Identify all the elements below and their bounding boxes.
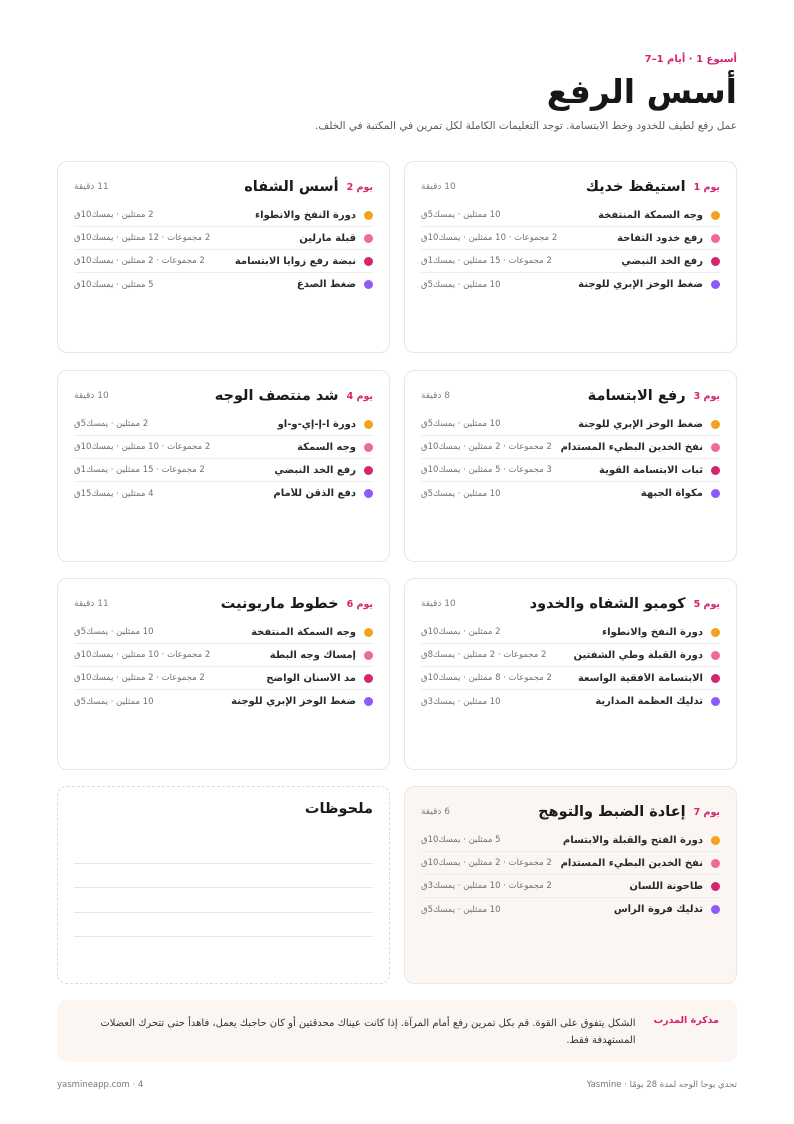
bullet-dot: [364, 211, 373, 220]
bullet-dot: [364, 466, 373, 475]
day-card-5: [404, 578, 737, 770]
exercise-row: [74, 250, 373, 273]
exercise-row: [74, 436, 373, 459]
day-title: إعادة الضبط والتوهج: [538, 804, 686, 820]
exercise-dose: 2 مجموعات · 2 ممثلين · يمسك8ق: [421, 650, 547, 660]
bullet-dot: [364, 420, 373, 429]
bullet-dot: [711, 420, 720, 429]
bullet-dot: [711, 211, 720, 220]
bullet-dot: [364, 257, 373, 266]
exercise-name: إمساك وجه البطة: [269, 649, 356, 661]
day-card-6: [57, 578, 390, 770]
exercise-name: رفع الخد النبضي: [621, 255, 703, 267]
exercise-row: [421, 227, 720, 250]
exercise-name: وجه السمكة: [297, 441, 356, 453]
exercise-dose: 2 مجموعات · 2 ممثلين · يمسك10ق: [421, 442, 552, 452]
exercise-name: تدليك العظمة المدارية: [595, 696, 703, 707]
note-line[interactable]: [74, 888, 373, 913]
exercise-row: [74, 621, 373, 644]
exercise-name: مكواة الجبهة: [640, 488, 703, 499]
day-duration: 10 دقيقة: [421, 182, 456, 192]
exercise-dose: 2 مجموعات · 8 ممثلين · يمسك10ق: [421, 673, 552, 683]
footer-brand: تحدي يوجا الوجه لمدة 28 يومًا · Yasmine: [586, 1080, 737, 1090]
exercise-name: نبضة رفع زوايا الابتسامة: [234, 255, 356, 267]
bullet-dot: [364, 651, 373, 660]
exercise-name: قبلة مارلين: [299, 232, 356, 244]
day-title: أسس الشفاه: [244, 179, 339, 195]
bullet-dot: [711, 674, 720, 683]
bullet-dot: [711, 280, 720, 289]
exercise-dose: 2 مجموعات · 10 ممثلين · يمسك10ق: [421, 233, 558, 243]
page-subtitle: عمل رفع لطيف للخدود وخط الابتسامة. توجد التعليمات الكاملة لكل تمرين في المكتبة في الخلف.: [315, 120, 737, 132]
exercise-dose: 2 مجموعات · 2 ممثلين · يمسك10ق: [421, 858, 552, 868]
exercise-row: [74, 204, 373, 227]
day-title: كومبو الشفاه والخدود: [529, 596, 686, 612]
exercise-dose: 2 مجموعات · 15 ممثلين · يمسك1ق: [421, 256, 552, 266]
notes-card: [57, 786, 390, 984]
day-title: شد منتصف الوجه: [214, 388, 339, 404]
coach-note-text: الشكل يتفوق على القوة. قم بكل تمرين رفع أمام المرآة. إذا كانت عيناك محدقتين أو كان حاجبك يعمل، فاهدأ حتى تتحرك العضلات المستهدفة فقط.: [100, 1018, 636, 1046]
exercise-name: دورة آ-إ-إي-و-أو: [277, 418, 356, 430]
exercise-dose: 2 مجموعات · 2 ممثلين · يمسك10ق: [74, 673, 205, 683]
coach-note-label: مذكرة المدرب: [653, 1015, 719, 1026]
footer-page-number: yasmineapp.com · 4: [57, 1080, 144, 1090]
exercise-dose: 10 ممثلين · يمسك5ق: [421, 210, 501, 220]
bullet-dot: [711, 651, 720, 660]
exercise-row: [421, 644, 720, 667]
bullet-dot: [711, 234, 720, 243]
exercise-row: [421, 690, 720, 713]
exercise-dose: 2 مجموعات · 10 ممثلين · يمسك10ق: [74, 650, 211, 660]
day-duration: 10 دقيقة: [74, 391, 109, 401]
exercise-dose: 2 مجموعات · 12 ممثلين · يمسك10ق: [74, 233, 211, 243]
bullet-dot: [711, 628, 720, 637]
exercise-name: مد الأسنان الواضح: [266, 672, 356, 684]
exercise-name: دورة القبلة وطي الشفتين: [573, 649, 703, 661]
exercise-dose: 10 ممثلين · يمسك5ق: [74, 696, 154, 707]
day-tag: يوم 2: [346, 181, 373, 193]
exercise-dose: 10 ممثلين · يمسك5ق: [421, 904, 501, 915]
exercise-dose: 4 ممثلين · يمسك15ق: [74, 488, 154, 499]
exercise-name: دورة النفخ والانطواء: [601, 626, 703, 638]
exercise-row: [74, 482, 373, 505]
exercise-row: [74, 227, 373, 250]
exercise-dose: 2 مجموعات · 10 ممثلين · يمسك3ق: [421, 881, 552, 891]
exercise-row: [74, 273, 373, 296]
exercise-name: ضغط الصدغ: [296, 279, 356, 290]
bullet-dot: [711, 882, 720, 891]
exercise-row: [74, 690, 373, 713]
bullet-dot: [711, 905, 720, 914]
exercise-name: الابتسامة الأفقية الواسعة: [577, 672, 703, 684]
bullet-dot: [711, 836, 720, 845]
exercise-dose: 10 ممثلين · يمسك5ق: [421, 419, 501, 429]
bullet-dot: [364, 234, 373, 243]
bullet-dot: [364, 628, 373, 637]
exercise-name: ضغط الوخز الإبري للوجنة: [578, 418, 703, 430]
notes-title: ملحوظات: [304, 801, 373, 817]
exercise-row: [421, 621, 720, 644]
bullet-dot: [711, 859, 720, 868]
exercise-dose: 3 مجموعات · 5 ممثلين · يمسك10ق: [421, 465, 552, 475]
bullet-dot: [364, 443, 373, 452]
exercise-name: رفع خدود التفاحة: [617, 232, 703, 244]
exercise-row: [421, 852, 720, 875]
exercise-dose: 2 مجموعات · 10 ممثلين · يمسك10ق: [74, 442, 211, 452]
exercise-name: نفخ الخدين البطيء المستدام: [560, 441, 703, 453]
exercise-dose: 2 ممثلين · يمسك10ق: [74, 210, 154, 220]
exercise-row: [421, 898, 720, 921]
day-tag: يوم 3: [693, 390, 720, 402]
exercise-name: طاحونة اللسان: [629, 880, 703, 892]
note-line[interactable]: [74, 864, 373, 889]
exercise-name: ضغط الوخز الإبري للوجنة: [231, 696, 356, 707]
day-title: خطوط ماريونيت: [220, 596, 339, 612]
day-title: استيقظ خديك: [585, 179, 686, 195]
day-duration: 8 دقيقة: [421, 391, 450, 401]
bullet-dot: [364, 280, 373, 289]
day-card-1: [404, 161, 737, 353]
day-duration: 11 دقيقة: [74, 599, 109, 609]
exercise-row: [421, 459, 720, 482]
bullet-dot: [711, 697, 720, 706]
exercise-dose: 10 ممثلين · يمسك5ق: [421, 488, 501, 499]
bullet-dot: [711, 443, 720, 452]
exercise-name: دفع الذقن للأمام: [273, 488, 356, 499]
exercise-row: [74, 413, 373, 436]
exercise-row: [421, 250, 720, 273]
exercise-row: [421, 667, 720, 690]
day-tag: يوم 5: [693, 598, 720, 610]
page-title: أسس الرفع: [546, 72, 737, 111]
exercise-row: [421, 413, 720, 436]
exercise-dose: 2 مجموعات · 2 ممثلين · يمسك10ق: [74, 256, 205, 266]
exercise-name: وجه السمكة المنتفخة: [251, 626, 356, 638]
exercise-name: وجه السمكة المنتفخة: [598, 209, 703, 221]
bullet-dot: [364, 674, 373, 683]
bullet-dot: [364, 489, 373, 498]
exercise-row: [421, 482, 720, 505]
exercise-row: [74, 459, 373, 482]
note-line[interactable]: [74, 839, 373, 864]
day-card-3: [404, 370, 737, 562]
exercise-dose: 5 ممثلين · يمسك10ق: [74, 279, 154, 290]
exercise-dose: 10 ممثلين · يمسك5ق: [421, 279, 501, 290]
exercise-name: رفع الخد النبضي: [274, 464, 356, 476]
exercise-row: [74, 644, 373, 667]
day-card-2: [57, 161, 390, 353]
exercise-dose: 2 مجموعات · 15 ممثلين · يمسك1ق: [74, 465, 205, 475]
day-tag: يوم 6: [346, 598, 373, 610]
exercise-name: نفخ الخدين البطيء المستدام: [560, 857, 703, 869]
day-tag: يوم 1: [693, 181, 720, 193]
day-tag: يوم 4: [346, 390, 373, 402]
exercise-row: [421, 204, 720, 227]
exercise-name: دورة النفخ والانطواء: [254, 209, 356, 221]
bullet-dot: [364, 697, 373, 706]
week-eyebrow: أسبوع 1 · أيام 1–7: [644, 54, 737, 65]
exercise-row: [421, 829, 720, 852]
day-card-7: [404, 786, 737, 984]
exercise-dose: 2 ممثلين · يمسك10ق: [421, 627, 501, 637]
exercise-name: تدليك فروة الرأس: [613, 904, 703, 915]
exercise-name: دورة الفتح والقبلة والابتسام: [562, 834, 703, 846]
day-duration: 11 دقيقة: [74, 182, 109, 192]
day-card-4: [57, 370, 390, 562]
bullet-dot: [711, 489, 720, 498]
exercise-dose: 5 ممثلين · يمسك10ق: [421, 835, 501, 845]
day-duration: 6 دقيقة: [421, 807, 450, 817]
exercise-row: [421, 436, 720, 459]
exercise-name: ضغط الوخز الإبري للوجنة: [578, 279, 703, 290]
day-duration: 10 دقيقة: [421, 599, 456, 609]
day-tag: يوم 7: [693, 806, 720, 818]
exercise-row: [74, 667, 373, 690]
exercise-row: [421, 875, 720, 898]
exercise-dose: 10 ممثلين · يمسك3ق: [421, 696, 501, 707]
exercise-row: [421, 273, 720, 296]
exercise-dose: 10 ممثلين · يمسك5ق: [74, 627, 154, 637]
bullet-dot: [711, 257, 720, 266]
exercise-name: ثبات الابتسامة القوية: [599, 464, 703, 476]
day-title: رفع الابتسامة: [587, 388, 686, 404]
bullet-dot: [711, 466, 720, 475]
coach-note: [57, 1000, 737, 1062]
note-line[interactable]: [74, 913, 373, 938]
exercise-dose: 2 ممثلين · يمسك5ق: [74, 419, 149, 429]
